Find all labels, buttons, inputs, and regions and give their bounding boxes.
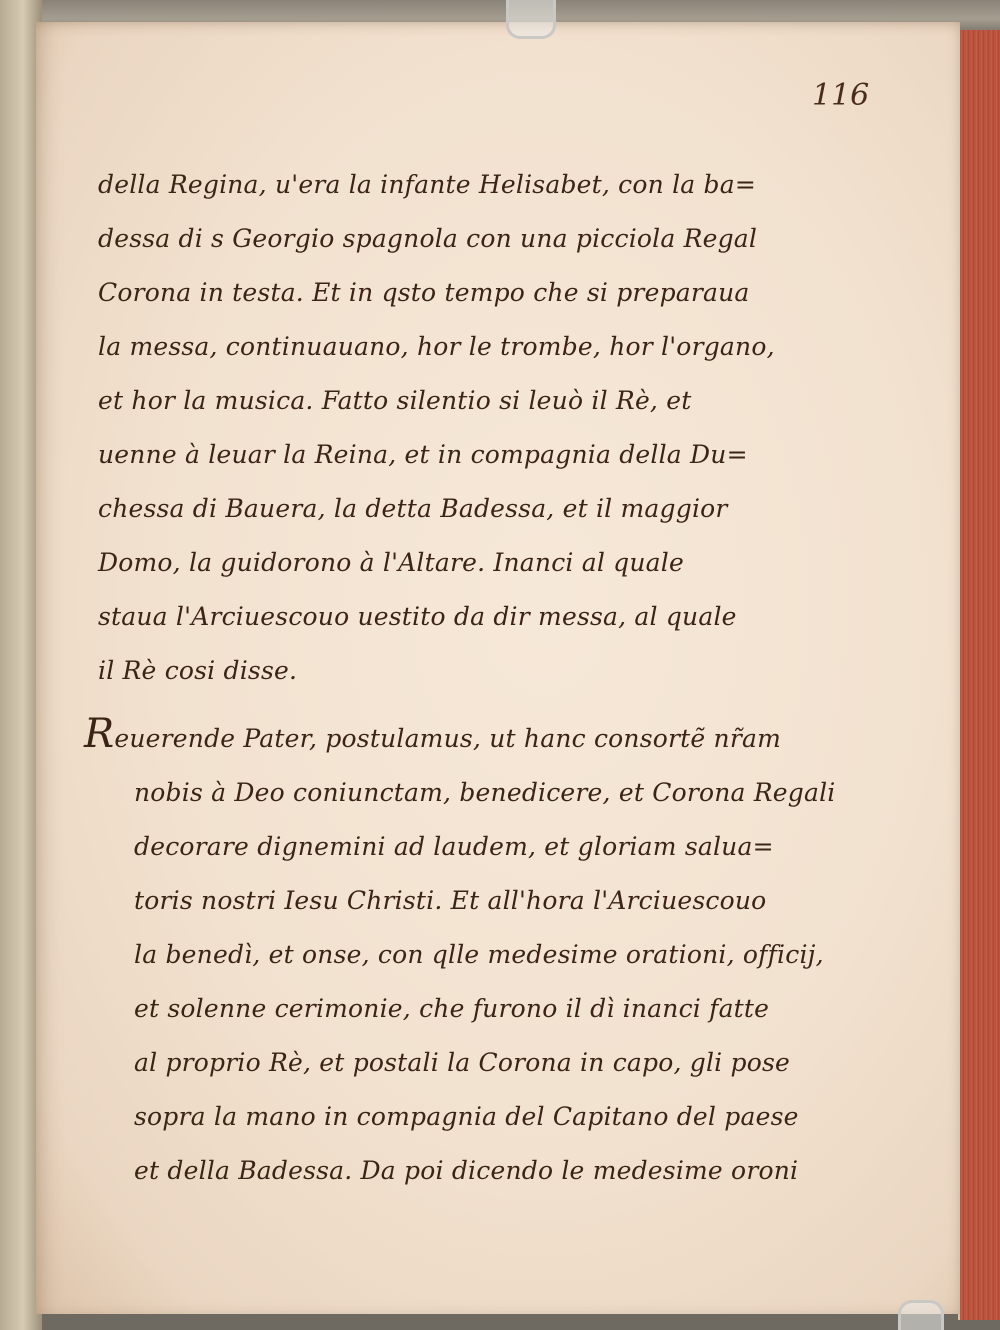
text-line: et solenne cerimonie, che furono il dì inanci fatte	[134, 994, 770, 1023]
paragraph-gap	[98, 698, 798, 712]
text-line: chessa di Bauera, la detta Badessa, et il maggior	[98, 494, 728, 523]
text-line: nobis à Deo coniunctam, benedicere, et Corona Regali	[134, 778, 836, 807]
text-line-rest: euerende Pater, postulamus, ut hanc consortẽ nr̃am	[114, 724, 782, 753]
text-line: dessa di s Georgio spagnola con una picciola Regal	[98, 224, 758, 253]
text-line: decorare dignemini ad laudem, et gloriam salua=	[134, 832, 774, 861]
text-line: della Regina, u'era la infante Helisabet, con la ba=	[98, 170, 756, 199]
text-line: al proprio Rè, et postali la Corona in capo, gli pose	[134, 1048, 790, 1077]
text-line: la messa, continuauano, hor le trombe, hor l'organo,	[98, 332, 775, 361]
text-line: sopra la mano in compagnia del Capitano del paese	[134, 1102, 799, 1131]
red-page-edges	[958, 30, 1000, 1320]
folio-number: 116	[812, 78, 870, 113]
text-line: et hor la musica. Fatto silentio si leuò il Rè, et	[98, 386, 692, 415]
manuscript-text	[84, 158, 836, 1198]
paragraph-1	[98, 158, 798, 698]
text-line: Corona in testa. Et in qsto tempo che si preparaua	[98, 278, 750, 307]
paragraph-2	[84, 711, 836, 1198]
bottom-clip	[898, 1300, 944, 1330]
text-line-first	[84, 712, 798, 766]
initial-letter: R	[84, 711, 115, 757]
text-line: la benedì, et onse, con qlle medesime orationi, officij,	[134, 940, 824, 969]
text-line: et della Badessa. Da poi dicendo le medesime oroni	[134, 1156, 799, 1185]
text-line: Domo, la guidorono à l'Altare. Inanci al quale	[98, 548, 684, 577]
text-line: staua l'Arciuescouo uestito da dir messa, al quale	[98, 602, 737, 631]
text-line: toris nostri Iesu Christi. Et all'hora l'Arciuescouo	[134, 886, 767, 915]
top-clip	[506, 0, 556, 39]
text-line: il Rè cosi disse.	[98, 656, 298, 685]
text-line: uenne à leuar la Reina, et in compagnia della Du=	[98, 440, 748, 469]
